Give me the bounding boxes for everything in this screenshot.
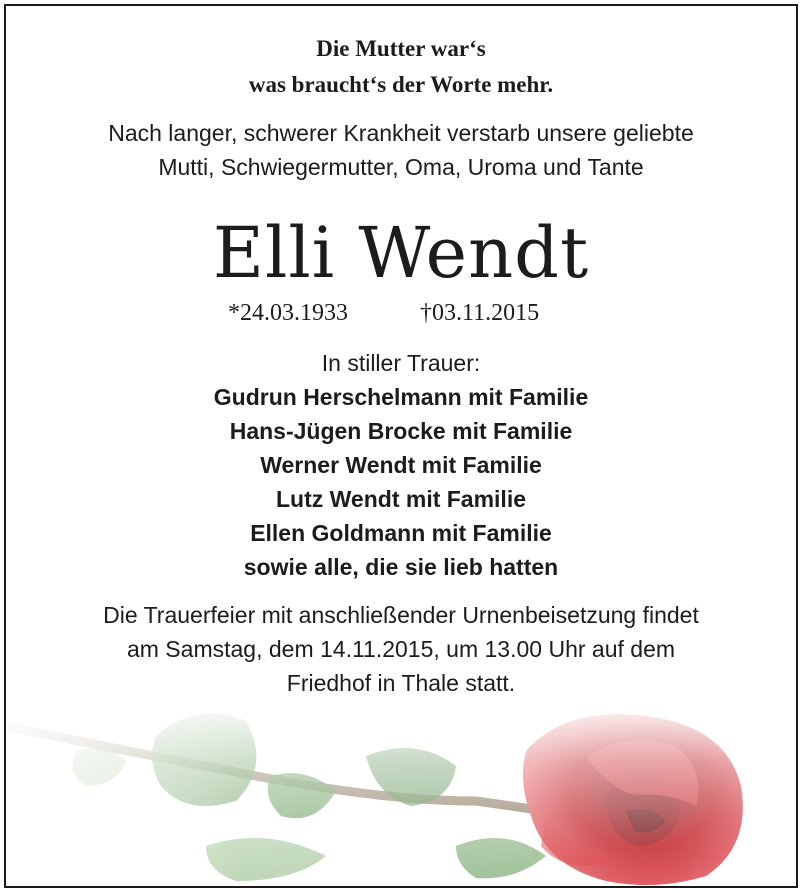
ceremony-line-1: Die Trauerfeier mit anschließender Urnenbeisetzung findet	[103, 602, 699, 628]
obituary-notice	[4, 4, 798, 888]
ceremony-line-2: am Samstag, dem 14.11.2015, um 13.00 Uhr auf dem	[126, 636, 676, 662]
rose-image	[6, 696, 796, 886]
deceased-name: Elli Wendt	[212, 212, 590, 294]
mourner-closing: sowie alle, die sie lieb hatten	[243, 554, 559, 580]
intro-line-2: Mutti, Schwiegermutter, Oma, Uroma und Tante	[158, 154, 644, 180]
intro-line-1: Nach langer, schwerer Krankheit verstarb unsere geliebte	[108, 120, 694, 146]
life-dates	[6, 300, 796, 340]
mourner-4: Lutz Wendt mit Familie	[275, 486, 527, 512]
mourner-1: Gudrun Herschelmann mit Familie	[213, 384, 589, 410]
motto-line-1: Die Mutter war‘s	[316, 36, 486, 61]
death-date: †03.11.2015	[420, 300, 540, 326]
birth-date: *24.03.1933	[228, 300, 348, 326]
motto-line-2: was braucht‘s der Worte mehr.	[248, 72, 554, 97]
ceremony-line-3: Friedhof in Thale statt.	[286, 670, 516, 696]
mourner-2: Hans-Jügen Brocke mit Familie	[229, 418, 573, 444]
mourner-3: Werner Wendt mit Familie	[260, 452, 542, 478]
mourning-heading: In stiller Trauer:	[321, 350, 481, 376]
mourner-5: Ellen Goldmann mit Familie	[250, 520, 552, 546]
